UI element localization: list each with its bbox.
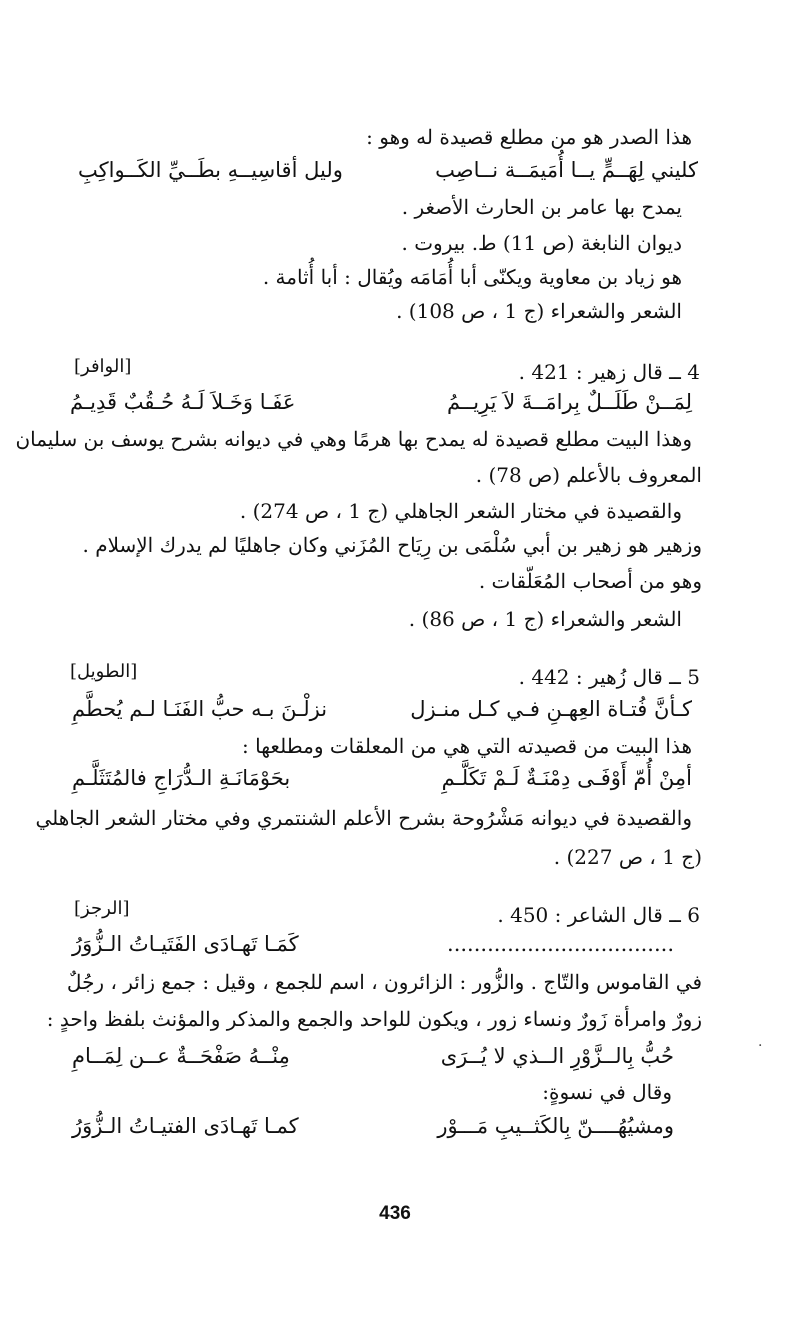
text-line: والقصيدة في مختار الشعر الجاهلي (ج 1 ، ص 274) . xyxy=(239,499,682,523)
poem-verse xyxy=(72,928,674,960)
verse-first-hemistich: كـأنَّ فُتـاة العِهـنِ فـي كـل منـزل xyxy=(410,697,692,721)
entry-header: 4 ــ قال زهير : 421 . xyxy=(518,360,700,384)
text-line: زورٌ وامرأة زَورٌ ونساء زور ، ويكون للواحد والجمع والمذكر والمؤنث بلفظ واحدٍ : xyxy=(46,1007,702,1031)
text-line: في القاموس والتّاج . والزُّور : الزائرون ، اسم للجمع ، وقيل : جمع زائر ، رجُلٌ xyxy=(66,970,702,994)
poem-verse xyxy=(72,1040,674,1072)
page-number: 436 xyxy=(379,1203,411,1224)
verse-first-hemistich: لِمَــنْ طَلَــلٌ بِرامَــةَ لاَ يَرِيــمُ xyxy=(446,390,692,414)
text-line: هو زياد بن معاوية ويكنّى أبا أُمَامَه ويُقال : أبا أُثامة . xyxy=(262,265,682,289)
poem-verse xyxy=(70,386,692,418)
text-line: الشعر والشعراء (ج 1 ، ص 108) . xyxy=(396,299,682,323)
poem-verse xyxy=(72,693,692,725)
text-line: ديوان النابغة (ص 11) ط. بيروت . xyxy=(401,231,682,255)
text-line: وهذا البيت مطلع قصيدة له يمدح بها هرمًا وهي في ديوانه بشرح يوسف بن سليمان xyxy=(15,427,692,451)
verse-dotted-hemistich: .................................. xyxy=(447,932,674,956)
verse-first-hemistich: أمِنْ أُمّ أَوْفَـى دِمْنَـةٌ لَـمْ تَكَلَّـمِ xyxy=(441,766,692,790)
verse-first-hemistich: كليني لِهَــمٍّ يــا أُمَيمَــة نــاصِب xyxy=(435,158,698,182)
verse-second-hemistich: عَفَـا وَخَـلاَ لَـهُ حُـقُبٌ قَدِيـمُ xyxy=(70,390,296,414)
entry-header: 5 ــ قال زُهير : 442 . xyxy=(518,665,700,689)
text-line: يمدح بها عامر بن الحارث الأصغر . xyxy=(401,195,682,219)
verse-second-hemistich: وليل أقاسِيــهِ بطَــيِّ الكَــواكِبِ xyxy=(78,158,343,182)
text-line: (ج 1 ، ص 227) . xyxy=(553,845,702,869)
text-line: المعروف بالأعلم (ص 78) . xyxy=(475,463,702,487)
poem-verse xyxy=(72,1110,674,1142)
verse-second-hemistich: كمـا تَهـادَى الفتيـاتُ الـزُّوَرُ xyxy=(72,1114,299,1138)
text-line: وهو من أصحاب المُعَلّقات . xyxy=(478,569,702,593)
entry-header: 6 ــ قال الشاعر : 450 . xyxy=(497,903,700,927)
poem-verse xyxy=(78,154,698,186)
verse-second-hemistich: بحَوْمَانَـةِ الـدُّرَاجِ فالمُتَثَلَّـمِ xyxy=(72,766,291,790)
meter-label: [الطويل] xyxy=(70,661,138,682)
text-line: وزهير هو زهير بن أبي سُلْمَى بن رِيَاح المُزَني وكان جاهليًا لم يدرك الإسلام . xyxy=(82,533,702,557)
verse-first-hemistich: حُبُّ بِالــزَّوْرِ الــذي لا يُــرَى xyxy=(440,1044,674,1068)
stray-mark: · xyxy=(758,1038,763,1054)
text-line: هذا البيت من قصيدته التي هي من المعلقات ومطلعها : xyxy=(242,734,692,758)
meter-label: [الوافر] xyxy=(74,356,132,377)
meter-label: [الرجز] xyxy=(74,898,130,919)
text-line: الشعر والشعراء (ج 1 ، ص 86) . xyxy=(408,607,682,631)
text-line: والقصيدة في ديوانه مَشْرُوحة بشرح الأعلم الشنتمري وفي مختار الشعر الجاهلي xyxy=(35,806,692,830)
verse-first-hemistich: ومشيُهُــــنّ بِالكَثــيبِ مَـــوْر xyxy=(437,1114,674,1138)
verse-second-hemistich: مِنْــهُ صَفْحَــةٌ عــن لِمَــامِ xyxy=(72,1044,290,1068)
text-line: هذا الصدر هو من مطلع قصيدة له وهو : xyxy=(366,125,692,149)
poem-verse xyxy=(72,762,692,794)
verse-second-hemistich: كَمَـا تَهـادَى الفَتَيـاتُ الـزُّوَرُ xyxy=(72,932,299,956)
text-line: وقال في نسوةٍ: xyxy=(542,1080,672,1104)
verse-second-hemistich: نزلْـنَ بـه حبُّ الفَنَـا لـم يُحطَّمِ xyxy=(72,697,328,721)
